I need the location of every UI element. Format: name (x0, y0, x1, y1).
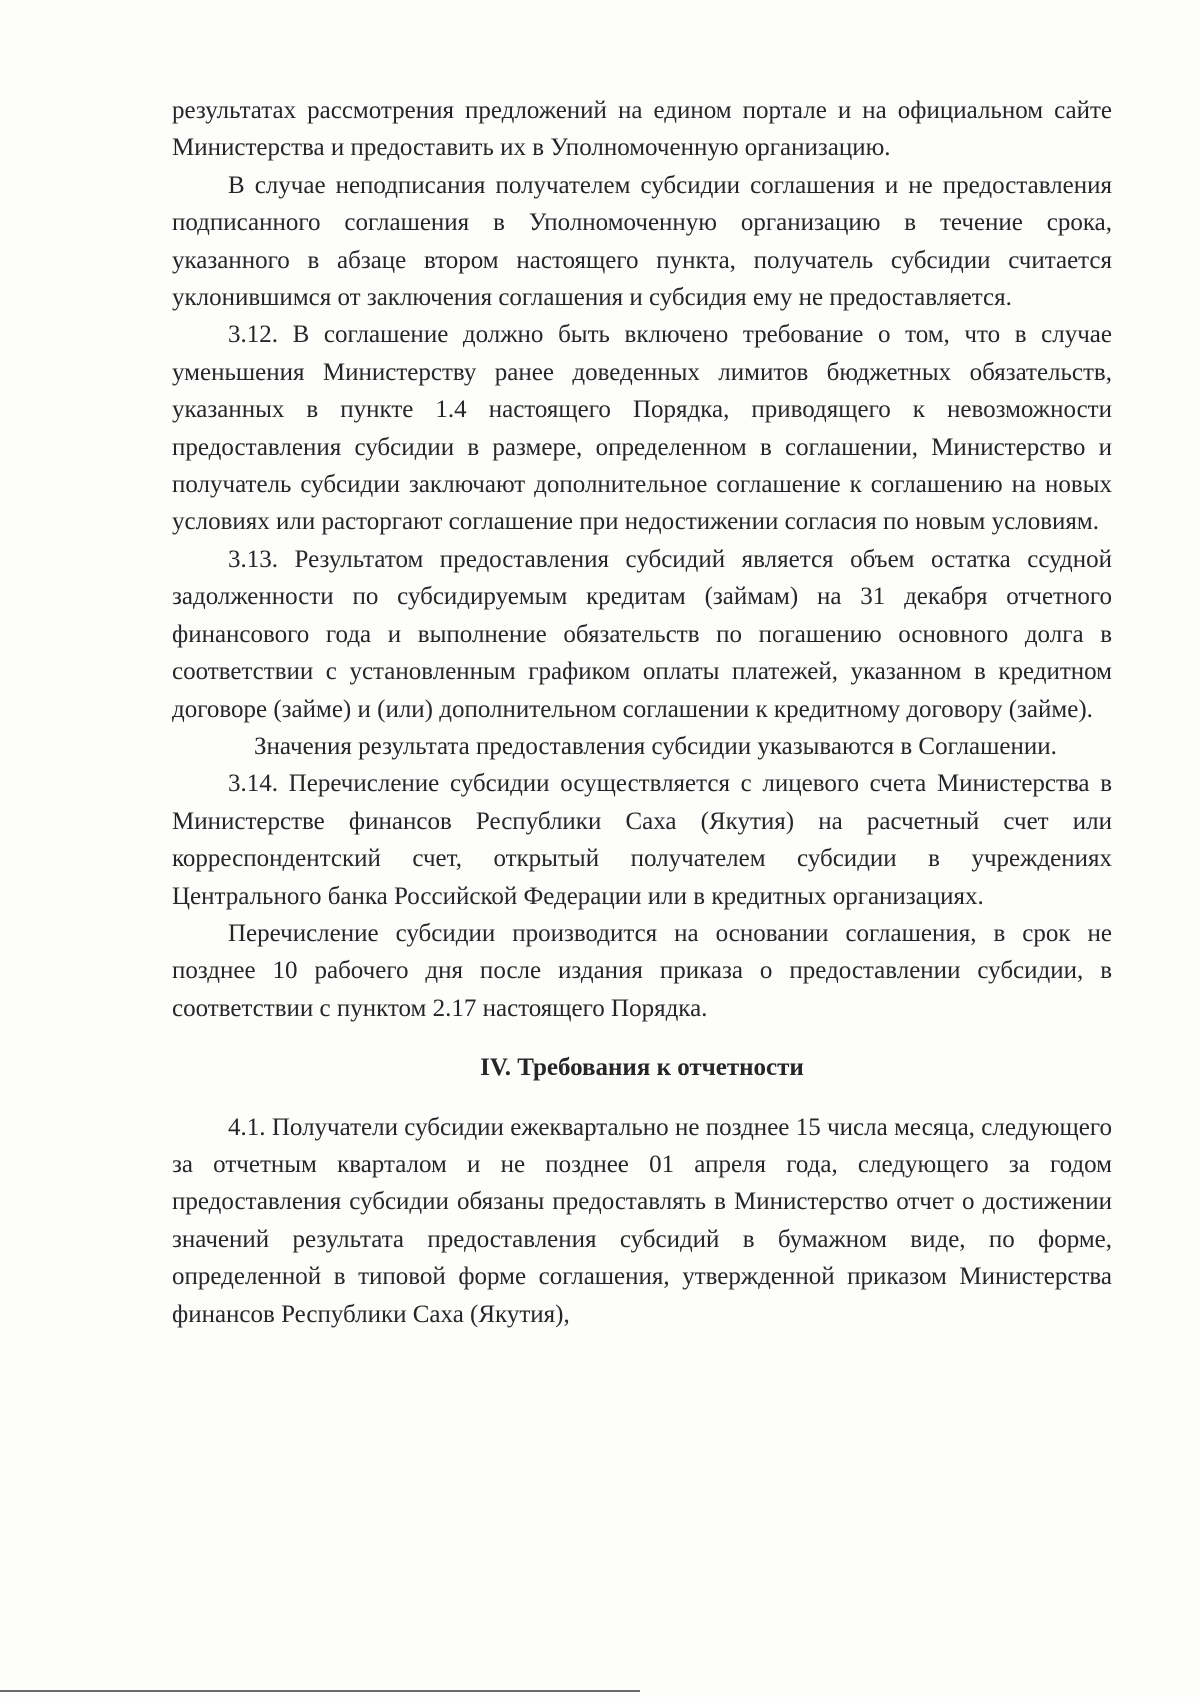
paragraph-4-1: 4.1. Получатели субсидии ежеквартально не позднее 15 числа месяца, следующего за отчетным кварталом и не позднее 01 апреля года, следующего за годом предоставления субсидии обязаны предоставлять в Министерство отчет о достижении значений результата предоставления субсидий в бумажном виде, по форме, определенной в типовой форме соглашения, утвержденной приказом Министерства финансов Республики Саха (Якутия), (172, 1113, 1112, 1328)
paragraph-result-values: Значения результата предоставления субсидии указываются в Соглашении. (254, 732, 1057, 760)
section-heading: IV. Требования к отчетности (480, 1054, 804, 1082)
paragraph-3-14: 3.14. Перечисление субсидии осуществляется с лицевого счета Министерства в Министерстве финансов Республики Саха (Якутия) на расчетный счет или корреспондентский счет, открытый получателем субсидии в учреждениях Центрального банка Российской Федерации или в кредитных организациях. (172, 770, 1112, 910)
paragraph-3-12: 3.12. В соглашение должно быть включено требование о том, что в случае уменьшения Министерству ранее доведенных лимитов бюджетных обязательств, указанных в пункте 1.4 настоящего Порядка, приводящего к невозможности предоставления субсидии в размере, определенном в соглашении, Министерство и получатель субсидии заключают дополнительное соглашение к соглашению на новых условиях или расторгают соглашение при недостижении согласия по новым условиям. (172, 321, 1112, 536)
paragraph-non-signing: В случае неподписания получателем субсидии соглашения и не предоставления подписанного соглашения в Уполномоченную организацию в течение срока, указанного в абзаце втором настоящего пункта, получатель субсидии считается уклонившимся от заключения соглашения и субсидия ему не предоставляется. (172, 171, 1112, 312)
paragraph-continuation: результатах рассмотрения предложений на едином портале и на официальном сайте Министерства и предоставить их в Уполномоченную организацию. (172, 97, 1112, 162)
page-bottom-edge (0, 1690, 640, 1692)
paragraph-transfer-terms: Перечисление субсидии производится на основании соглашения, в срок не позднее 10 рабочего дня после издания приказа о предоставлении субсидии, в соответствии с пунктом 2.17 настоящего Порядка. (172, 919, 1112, 1022)
document-body (172, 92, 1112, 1333)
paragraph-3-13: 3.13. Результатом предоставления субсидий является объем остатка ссудной задолженности по субсидируемым кредитам (займам) на 31 декабря отчетного финансового года и выполнение обязательств по погашению основного долга в соответствии с установленным графиком оплаты платежей, указанном в кредитном договоре (займе) и (или) дополнительном соглашении к кредитному договору (займе). (172, 545, 1112, 723)
